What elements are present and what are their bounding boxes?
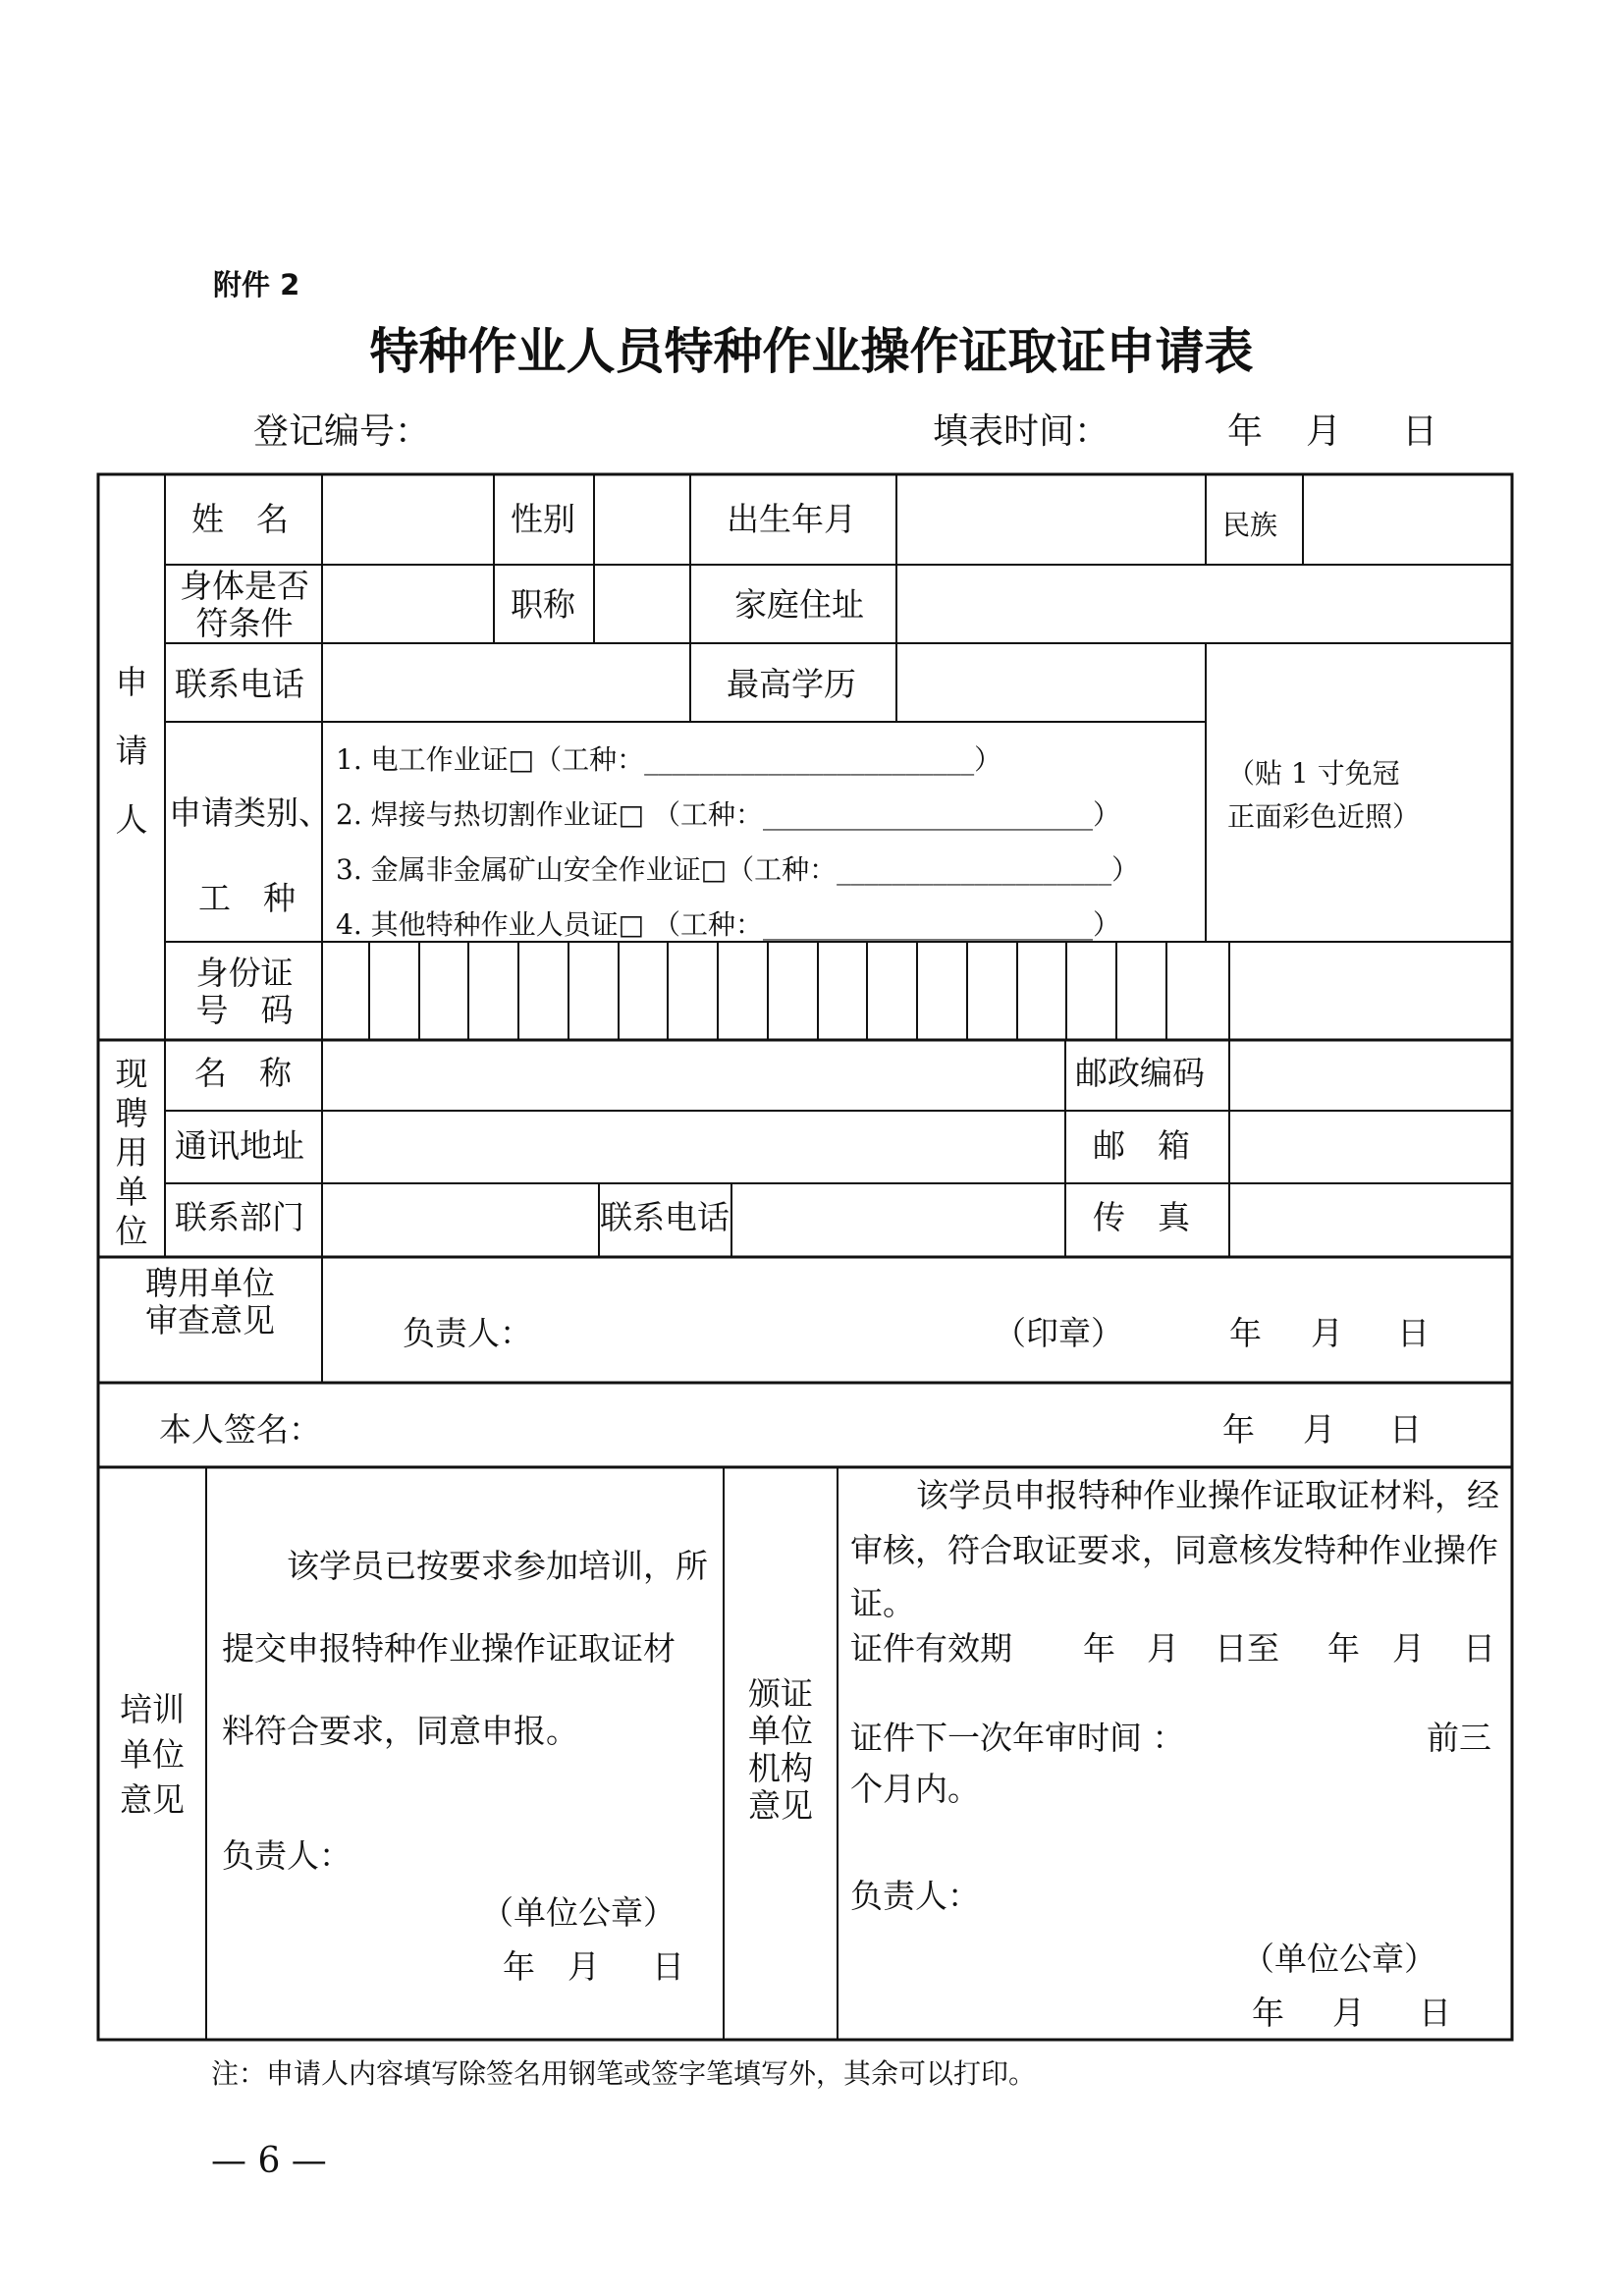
review-person-label: 负责人： bbox=[403, 1314, 532, 1352]
address-label: 家庭住址 bbox=[734, 585, 864, 624]
education-label: 最高学历 bbox=[727, 665, 856, 703]
id-label: 身份证 号 码 bbox=[195, 954, 294, 1029]
validity-to-day: 日 bbox=[1463, 1629, 1495, 1667]
validity-from-year: 年 bbox=[1083, 1629, 1115, 1667]
postcode-label: 邮政编码 bbox=[1075, 1054, 1205, 1092]
validity-to-year: 年 bbox=[1327, 1629, 1360, 1667]
issuer-text-2: 审核，符合取证要求，同意核发特种作业操作 bbox=[850, 1531, 1498, 1569]
issuer-day: 日 bbox=[1419, 1994, 1451, 2032]
training-section-label: 培训 单位 意见 bbox=[120, 1690, 185, 1819]
employer-section-label: 现 聘 用 单 位 bbox=[115, 1055, 148, 1250]
validity-to-month: 月 bbox=[1392, 1629, 1425, 1667]
training-text-2: 提交申报特种作业操作证取证材 bbox=[222, 1629, 676, 1667]
validity-mid: 日至 bbox=[1215, 1629, 1279, 1667]
option-welding[interactable]: 2. 焊接与热切割作业证□ （工种：________________________） bbox=[336, 798, 1120, 831]
postcode-field[interactable] bbox=[1231, 1042, 1510, 1110]
validity-from-month: 月 bbox=[1147, 1629, 1179, 1667]
birth-label: 出生年月 bbox=[727, 500, 856, 538]
page-number: — 6 — bbox=[211, 2141, 327, 2181]
next-review-tail-2: 个月内。 bbox=[850, 1770, 980, 1808]
applicant-section-label: 申 请 人 bbox=[115, 663, 148, 839]
title-label: 职称 bbox=[511, 585, 575, 624]
signature-year: 年 bbox=[1222, 1410, 1255, 1449]
signature-month: 月 bbox=[1303, 1410, 1335, 1449]
education-field[interactable] bbox=[898, 645, 1205, 721]
fill-time-month: 月 bbox=[1306, 411, 1342, 452]
category-label: 申请类别、 bbox=[169, 793, 331, 832]
gender-label: 性别 bbox=[511, 500, 575, 538]
review-year: 年 bbox=[1229, 1314, 1262, 1352]
employer-address-field[interactable] bbox=[324, 1113, 1063, 1182]
signature-label: 本人签名： bbox=[159, 1410, 321, 1449]
issuer-text-3: 证。 bbox=[850, 1584, 915, 1622]
dept-field[interactable] bbox=[324, 1185, 598, 1256]
option-mining[interactable]: 3. 金属非金属矿山安全作业证□（工种：____________________） bbox=[336, 853, 1140, 886]
employer-address-label: 通讯地址 bbox=[175, 1126, 304, 1165]
ethnicity-field[interactable] bbox=[1305, 476, 1510, 564]
issuer-section-label: 颁证 单位 机构 意见 bbox=[748, 1674, 813, 1825]
fax-label: 传 真 bbox=[1093, 1198, 1190, 1236]
employer-name-field[interactable] bbox=[324, 1042, 1063, 1110]
email-label: 邮 箱 bbox=[1093, 1126, 1190, 1165]
name-field[interactable] bbox=[324, 476, 493, 564]
option-electrician[interactable]: 1. 电工作业证□（工种：________________________） bbox=[336, 743, 1002, 776]
issuer-person-label: 负责人： bbox=[850, 1877, 980, 1915]
footnote: 注：申请人内容填写除签名用钢笔或签字笔填写外，其余可以打印。 bbox=[211, 2057, 1037, 2090]
fax-field[interactable] bbox=[1231, 1185, 1510, 1256]
training-text-3: 料符合要求，同意申报。 bbox=[222, 1712, 578, 1750]
review-seal: （印章） bbox=[994, 1314, 1123, 1352]
next-review-tail: 前三 bbox=[1427, 1719, 1491, 1757]
category-label-2: 工 种 bbox=[198, 879, 296, 917]
photo-area: （贴 1 寸免冠 正面彩色近照） bbox=[1227, 757, 1421, 833]
employer-phone-label: 联系电话 bbox=[600, 1198, 730, 1236]
validity-label: 证件有效期 bbox=[850, 1629, 1012, 1667]
phone-field[interactable] bbox=[324, 645, 689, 721]
training-year: 年 bbox=[503, 1947, 535, 1986]
reg-no-label: 登记编号： bbox=[253, 411, 431, 452]
fill-time-year: 年 bbox=[1227, 411, 1264, 452]
gender-field[interactable] bbox=[596, 476, 689, 564]
training-month: 月 bbox=[568, 1947, 600, 1986]
review-day: 日 bbox=[1397, 1314, 1430, 1352]
training-text-1: 该学员已按要求参加培训，所 bbox=[287, 1547, 708, 1585]
page-title: 特种作业人员特种作业操作证取证申请表 bbox=[369, 323, 1254, 380]
next-review-label: 证件下一次年审时间 ： bbox=[850, 1719, 1185, 1757]
dept-label: 联系部门 bbox=[175, 1198, 304, 1236]
signature-field[interactable] bbox=[324, 1387, 1188, 1465]
attachment-label: 附件 2 bbox=[213, 268, 300, 301]
health-field[interactable] bbox=[324, 567, 493, 642]
employer-name-label: 名 称 bbox=[194, 1054, 292, 1092]
birth-field[interactable] bbox=[898, 476, 1205, 564]
issuer-seal: （单位公章） bbox=[1242, 1940, 1436, 1978]
email-field[interactable] bbox=[1231, 1113, 1510, 1182]
review-month: 月 bbox=[1311, 1314, 1343, 1352]
option-other[interactable]: 4. 其他特种作业人员证□ （工种：________________________） bbox=[336, 908, 1120, 941]
issuer-text-1: 该学员申报特种作业操作证取证材料，经 bbox=[916, 1476, 1499, 1514]
training-person-label: 负责人： bbox=[222, 1836, 352, 1875]
training-seal: （单位公章） bbox=[481, 1893, 676, 1932]
health-label: 身体是否 符条件 bbox=[180, 567, 309, 642]
ethnicity-label: 民族 bbox=[1222, 509, 1278, 541]
name-label: 姓 名 bbox=[191, 500, 289, 538]
id-number-field[interactable] bbox=[324, 944, 1227, 1039]
employer-phone-field[interactable] bbox=[733, 1185, 1063, 1256]
signature-day: 日 bbox=[1389, 1410, 1422, 1449]
address-field[interactable] bbox=[898, 567, 1510, 642]
issuer-year: 年 bbox=[1252, 1994, 1284, 2032]
review-label: 聘用单位 审查意见 bbox=[145, 1264, 275, 1339]
fill-time-label: 填表时间： bbox=[933, 411, 1110, 452]
phone-label: 联系电话 bbox=[175, 665, 304, 703]
title-field[interactable] bbox=[596, 567, 689, 642]
fill-time-day: 日 bbox=[1402, 411, 1438, 452]
issuer-month: 月 bbox=[1332, 1994, 1365, 2032]
training-day: 日 bbox=[652, 1947, 684, 1986]
